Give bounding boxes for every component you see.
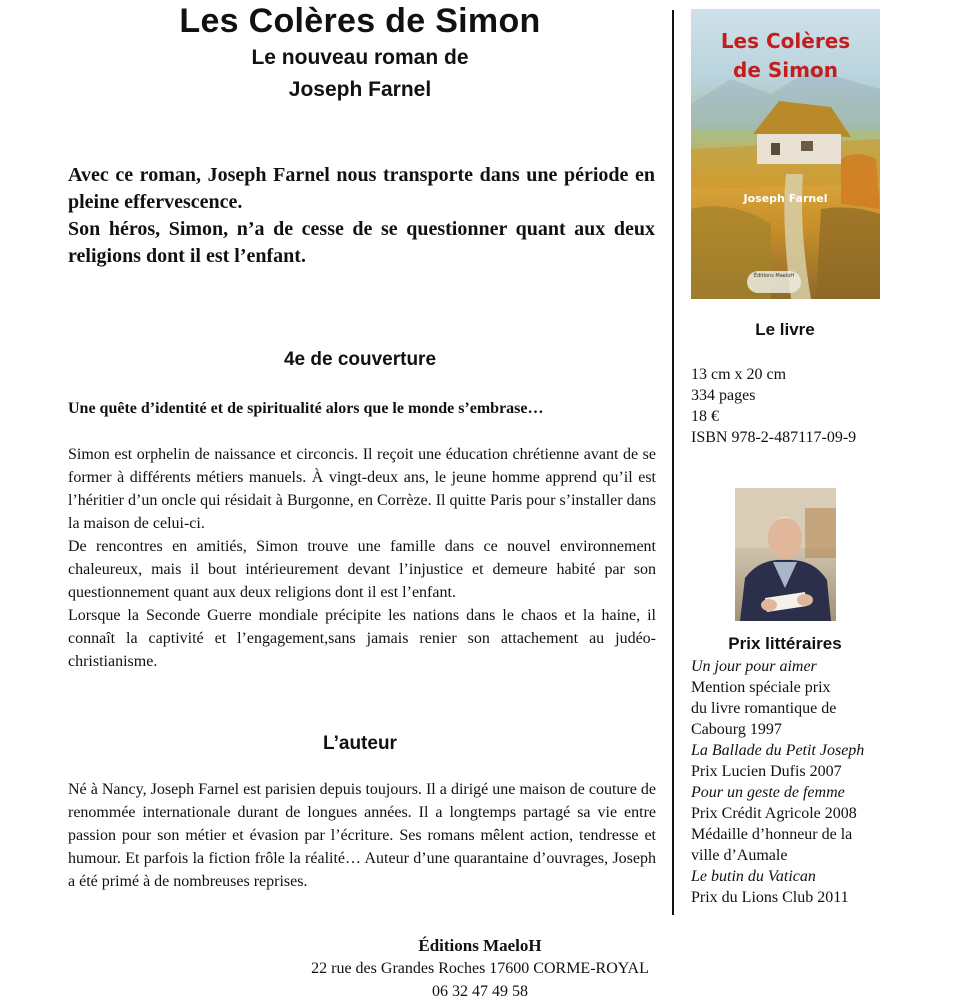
prize-line: ville d’Aumale [691,847,788,864]
subtitle-author: Joseph Farnel [288,78,432,101]
prize-line: Médaille d’honneur de la [691,826,853,843]
author-photo [735,488,836,621]
author-paragraph: Né à Nancy, Joseph Farnel est parisien depuis toujours. Il a dirigé une maison de couture de renommée internationale durant de longues années. Il a longtemps partagé sa vie entre passion pour son métier et évasion par l’écriture. Ses romans mêlent action, tendresse et humour. Et parfois la fiction frôle la réalité… Auteur d’une quarantaine d’ouvrages, Joseph a été primé à de nombreuses reprises. [68,781,656,890]
prize-line: Le butin du Vatican [691,868,816,885]
footer-publisher: Éditions MaeloH [418,936,542,955]
prize-line: Mention spéciale prix [691,679,831,696]
back-cover-paragraph-3: Lorsque la Seconde Guerre mondiale précipite les nations dans le chaos et la haine, il connaît la captivité et l’engagement,sans jamais renier son attachement au judéo-christianisme. [68,607,656,670]
author-text [68,778,656,893]
intro-text [68,162,655,270]
prize-line: Prix Lucien Dufis 2007 [691,763,842,780]
prizes-list [691,656,881,908]
intro-paragraph-1: Avec ce roman, Joseph Farnel nous transporte dans une période en pleine effervescence. [68,164,655,213]
cover-title [691,27,880,85]
intro-paragraph-2: Son héros, Simon, n’a de cesse de se questionner quant aux deux religions dont il est l’enfant. [68,218,655,267]
back-cover-text [68,443,656,673]
footer-phone: 06 32 47 49 58 [432,983,528,1000]
prize-line: Prix Crédit Agricole 2008 [691,805,857,822]
book-size: 13 cm x 20 cm [691,366,787,383]
column-divider [672,10,674,915]
prize-line: Pour un geste de femme [691,784,845,801]
page-title: Les Colères de Simon [179,2,541,40]
book-pages: 334 pages [691,387,756,404]
prize-line: du livre romantique de [691,700,837,717]
back-cover-paragraph-1: Simon est orphelin de naissance et circoncis. Il reçoit une éducation chrétienne avant de se former à différents métiers manuels. À vingt-deux ans, le jeune homme apprend qu’il est l’héritier d’un oncle qui résidait à Burgonne, en Corrèze. Il quitte Paris pour s’installer dans la maison de celui-ci. [68,446,656,532]
author-heading: L’auteur [323,733,397,754]
back-cover-paragraph-2: De rencontres en amitiés, Simon trouve une famille dans ce nouvel environnement chaleureux, mais il bout intérieurement devant l’injustice et demeure habité par son questionnement quant aux deux religions dont il est l’enfant. [68,538,656,601]
prize-line: Un jour pour aimer [691,658,817,675]
book-heading: Le livre [755,320,815,339]
footer-address: 22 rue des Grandes Roches 17600 CORME-ROYAL [311,960,649,977]
book-cover-image [691,9,880,299]
cover-title-line-1: Les Colères [720,29,851,53]
book-isbn: ISBN 978-2-487117-09-9 [691,429,857,446]
back-cover-heading: 4e de couverture [283,349,437,370]
back-cover-tagline: Une quête d’identité et de spiritualité alors que le monde s’embrase… [68,400,544,417]
cover-publisher-logo: Éditions MaeloH [747,271,801,293]
cover-title-line-2: de Simon [733,58,838,82]
prize-line: Cabourg 1997 [691,721,782,738]
subtitle-line-1: Le nouveau roman de [251,46,469,69]
prizes-heading: Prix littéraires [728,634,842,653]
book-specs [691,364,881,448]
cover-author: Joseph Farnel [743,192,828,205]
prize-line: La Ballade du Petit Joseph [691,742,865,759]
book-price: 18 € [691,408,719,425]
author-portrait [735,488,836,621]
prize-line: Prix du Lions Club 2011 [691,889,849,906]
